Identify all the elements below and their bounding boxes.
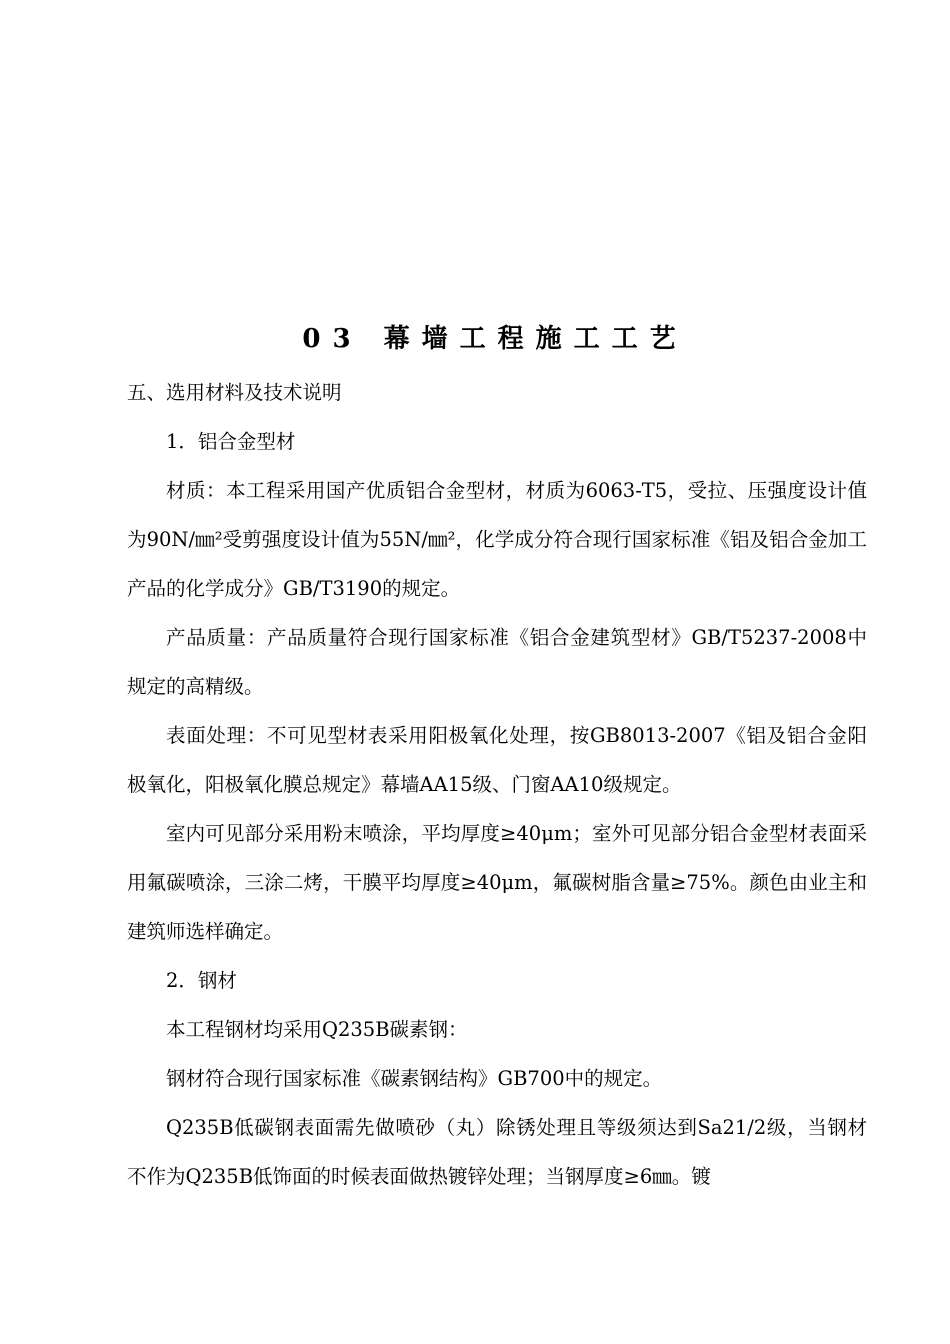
subheading-steel: 2．钢材 <box>166 969 237 992</box>
paragraph-coating: 室内可见部分采用粉末喷涂，平均厚度≥40μm；室外可见部分铝合金型材表面采用氟碳喷涂，三涂二烤，干膜平均厚度≥40μm，氟碳树脂含量≥75%。颜色由业主和建筑师选样确定。 <box>127 822 867 943</box>
paragraph-surface-treatment: 表面处理：不可见型材表采用阳极氧化处理，按GB8013-2007《铝及铝合金阳极氧化，阳极氧化膜总规定》幕墙AA15级、门窗AA10级规定。 <box>127 724 867 796</box>
document-body <box>127 368 867 1201</box>
paragraph-steel-type: 本工程钢材均采用Q235B碳素钢： <box>166 1018 468 1041</box>
subheading-aluminum: 1．铝合金型材 <box>166 430 296 453</box>
paragraph-steel-standard: 钢材符合现行国家标准《碳素钢结构》GB700中的规定。 <box>166 1067 663 1090</box>
paragraph-quality: 产品质量：产品质量符合现行国家标准《铝合金建筑型材》GB/T5237-2008中规定的高精级。 <box>127 626 867 698</box>
document-title: 03 幕墙工程施工工艺 <box>302 324 688 354</box>
paragraph-steel-treatment: Q235B低碳钢表面需先做喷砂（丸）除锈处理且等级须达到Sa21/2级，当钢材不作为Q235B低饰面的时候表面做热镀锌处理；当钢厚度≥6㎜。镀 <box>127 1116 867 1188</box>
section-heading: 五、选用材料及技术说明 <box>127 381 342 404</box>
paragraph-material: 材质：本工程采用国产优质铝合金型材，材质为6063-T5，受拉、压强度设计值为90N/㎜²受剪强度设计值为55N/㎜²，化学成分符合现行国家标准《铝及铝合金加工产品的化学成分》GB/T3190的规定。 <box>127 479 867 600</box>
